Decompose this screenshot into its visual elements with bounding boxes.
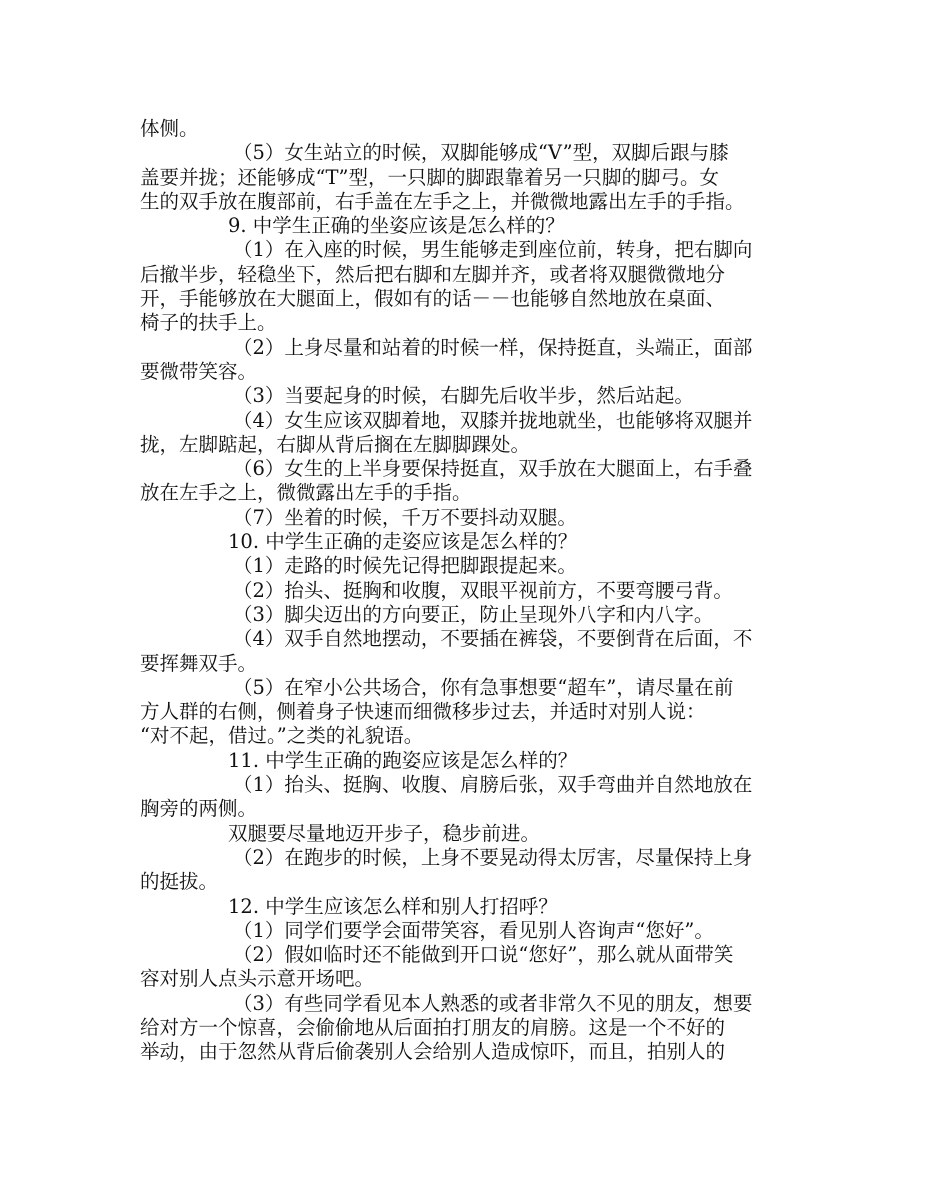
paragraph-line: 胸旁的两侧。 xyxy=(140,797,258,821)
paragraph-line: （1）抬头、挺胸、收腹、肩膀后张，双手弯曲并自然地放在 xyxy=(233,773,753,797)
section-heading-line: 10. 中学生正确的走姿应该是怎么样的？ xyxy=(228,530,578,554)
paragraph-line: （4）女生应该双脚着地，双膝并拢地就坐，也能够将双腿并 xyxy=(233,408,753,432)
paragraph-line: 要挥舞双手。 xyxy=(140,651,258,675)
section-heading-line: 12. 中学生应该怎么样和别人打招呼？ xyxy=(228,894,558,918)
paragraph-line: 给对方一个惊喜，会偷偷地从后面拍打朋友的肩膀。这是一个不好的 xyxy=(140,1015,726,1039)
paragraph-line: 方人群的右侧，侧着身子快速而细微移步过去，并适时对别人说： xyxy=(140,700,706,724)
paragraph-line: “对不起，借过。”之类的礼貌语。 xyxy=(140,724,424,748)
paragraph-line: 拢，左脚踮起，右脚从背后搁在左脚脚踝处。 xyxy=(140,432,531,456)
paragraph-line: 体侧。 xyxy=(140,117,199,140)
paragraph-line: 放在左手之上，微微露出左手的手指。 xyxy=(140,481,472,505)
section-heading-line: 9. 中学生正确的坐姿应该是怎么样的？ xyxy=(228,214,565,238)
paragraph-line: （1）同学们要学会面带笑容，看见别人咨询声“您好”。 xyxy=(233,918,714,942)
paragraph-line: 举动，由于忽然从背后偷袭别人会给别人造成惊吓，而且，拍别人的 xyxy=(140,1040,726,1064)
section-heading-line: 11. 中学生正确的跑姿应该是怎么样的？ xyxy=(228,748,578,772)
paragraph-line: （2）抬头、挺胸和收腹，双眼平视前方，不要弯腰弓背。 xyxy=(233,578,733,602)
paragraph-line: （2）在跑步的时候，上身不要晃动得太厉害，尽量保持上身 xyxy=(233,845,753,869)
paragraph-line: （6）女生的上半身要保持挺直，双手放在大腿面上，右手叠 xyxy=(233,457,753,481)
paragraph-line: （1）在入座的时候，男生能够走到座位前，转身，把右脚向 xyxy=(233,238,753,262)
paragraph-line: 的挺拔。 xyxy=(140,870,219,894)
paragraph-line: （1）走路的时候先记得把脚跟提起来。 xyxy=(233,554,577,578)
paragraph-line: 后撤半步，轻稳坐下，然后把右脚和左脚并齐，或者将双腿微微地分 xyxy=(140,262,726,286)
paragraph-line: 开，手能够放在大腿面上，假如有的话－－也能够自然地放在桌面、 xyxy=(140,287,726,311)
paragraph-line: （3）有些同学看见本人熟悉的或者非常久不见的朋友，想要 xyxy=(233,991,753,1015)
paragraph-line: （5）女生站立的时候，双脚能够成“V”型，双脚后跟与膝 xyxy=(233,141,729,165)
paragraph-line: 椅子的扶手上。 xyxy=(140,311,277,335)
body-text xyxy=(140,117,820,1065)
paragraph-line: 容对别人点头示意开场吧。 xyxy=(140,967,375,991)
paragraph-line: （4）双手自然地摆动，不要插在裤袋，不要倒背在后面，不 xyxy=(233,627,753,651)
paragraph-line: 要微带笑容。 xyxy=(140,359,258,383)
paragraph-line: （7）坐着的时候，千万不要抖动双腿。 xyxy=(233,505,577,529)
paragraph-line: 生的双手放在腹部前，右手盖在左手之上，并微微地露出左手的手指。 xyxy=(140,189,745,213)
paragraph-line: （2）假如临时还不能做到开口说“您好”，那么就从面带笑 xyxy=(233,943,734,967)
paragraph-line: （3）脚尖迈出的方向要正，防止呈现外八字和内八字。 xyxy=(233,602,714,626)
paragraph-line: （3）当要起身的时候，右脚先后收半步，然后站起。 xyxy=(233,384,694,408)
section-heading-line: 双腿要尽量地迈开步子，稳步前进。 xyxy=(228,821,541,845)
paragraph-line: （2）上身尽量和站着的时候一样，保持挺直，头端正，面部 xyxy=(233,335,753,359)
paragraph-line: （5）在窄小公共场合，你有急事想要“超车”，请尽量在前 xyxy=(233,675,734,699)
paragraph-line: 盖要并拢；还能够成“T”型，一只脚的脚跟靠着另一只脚的脚弓。女 xyxy=(140,165,719,189)
